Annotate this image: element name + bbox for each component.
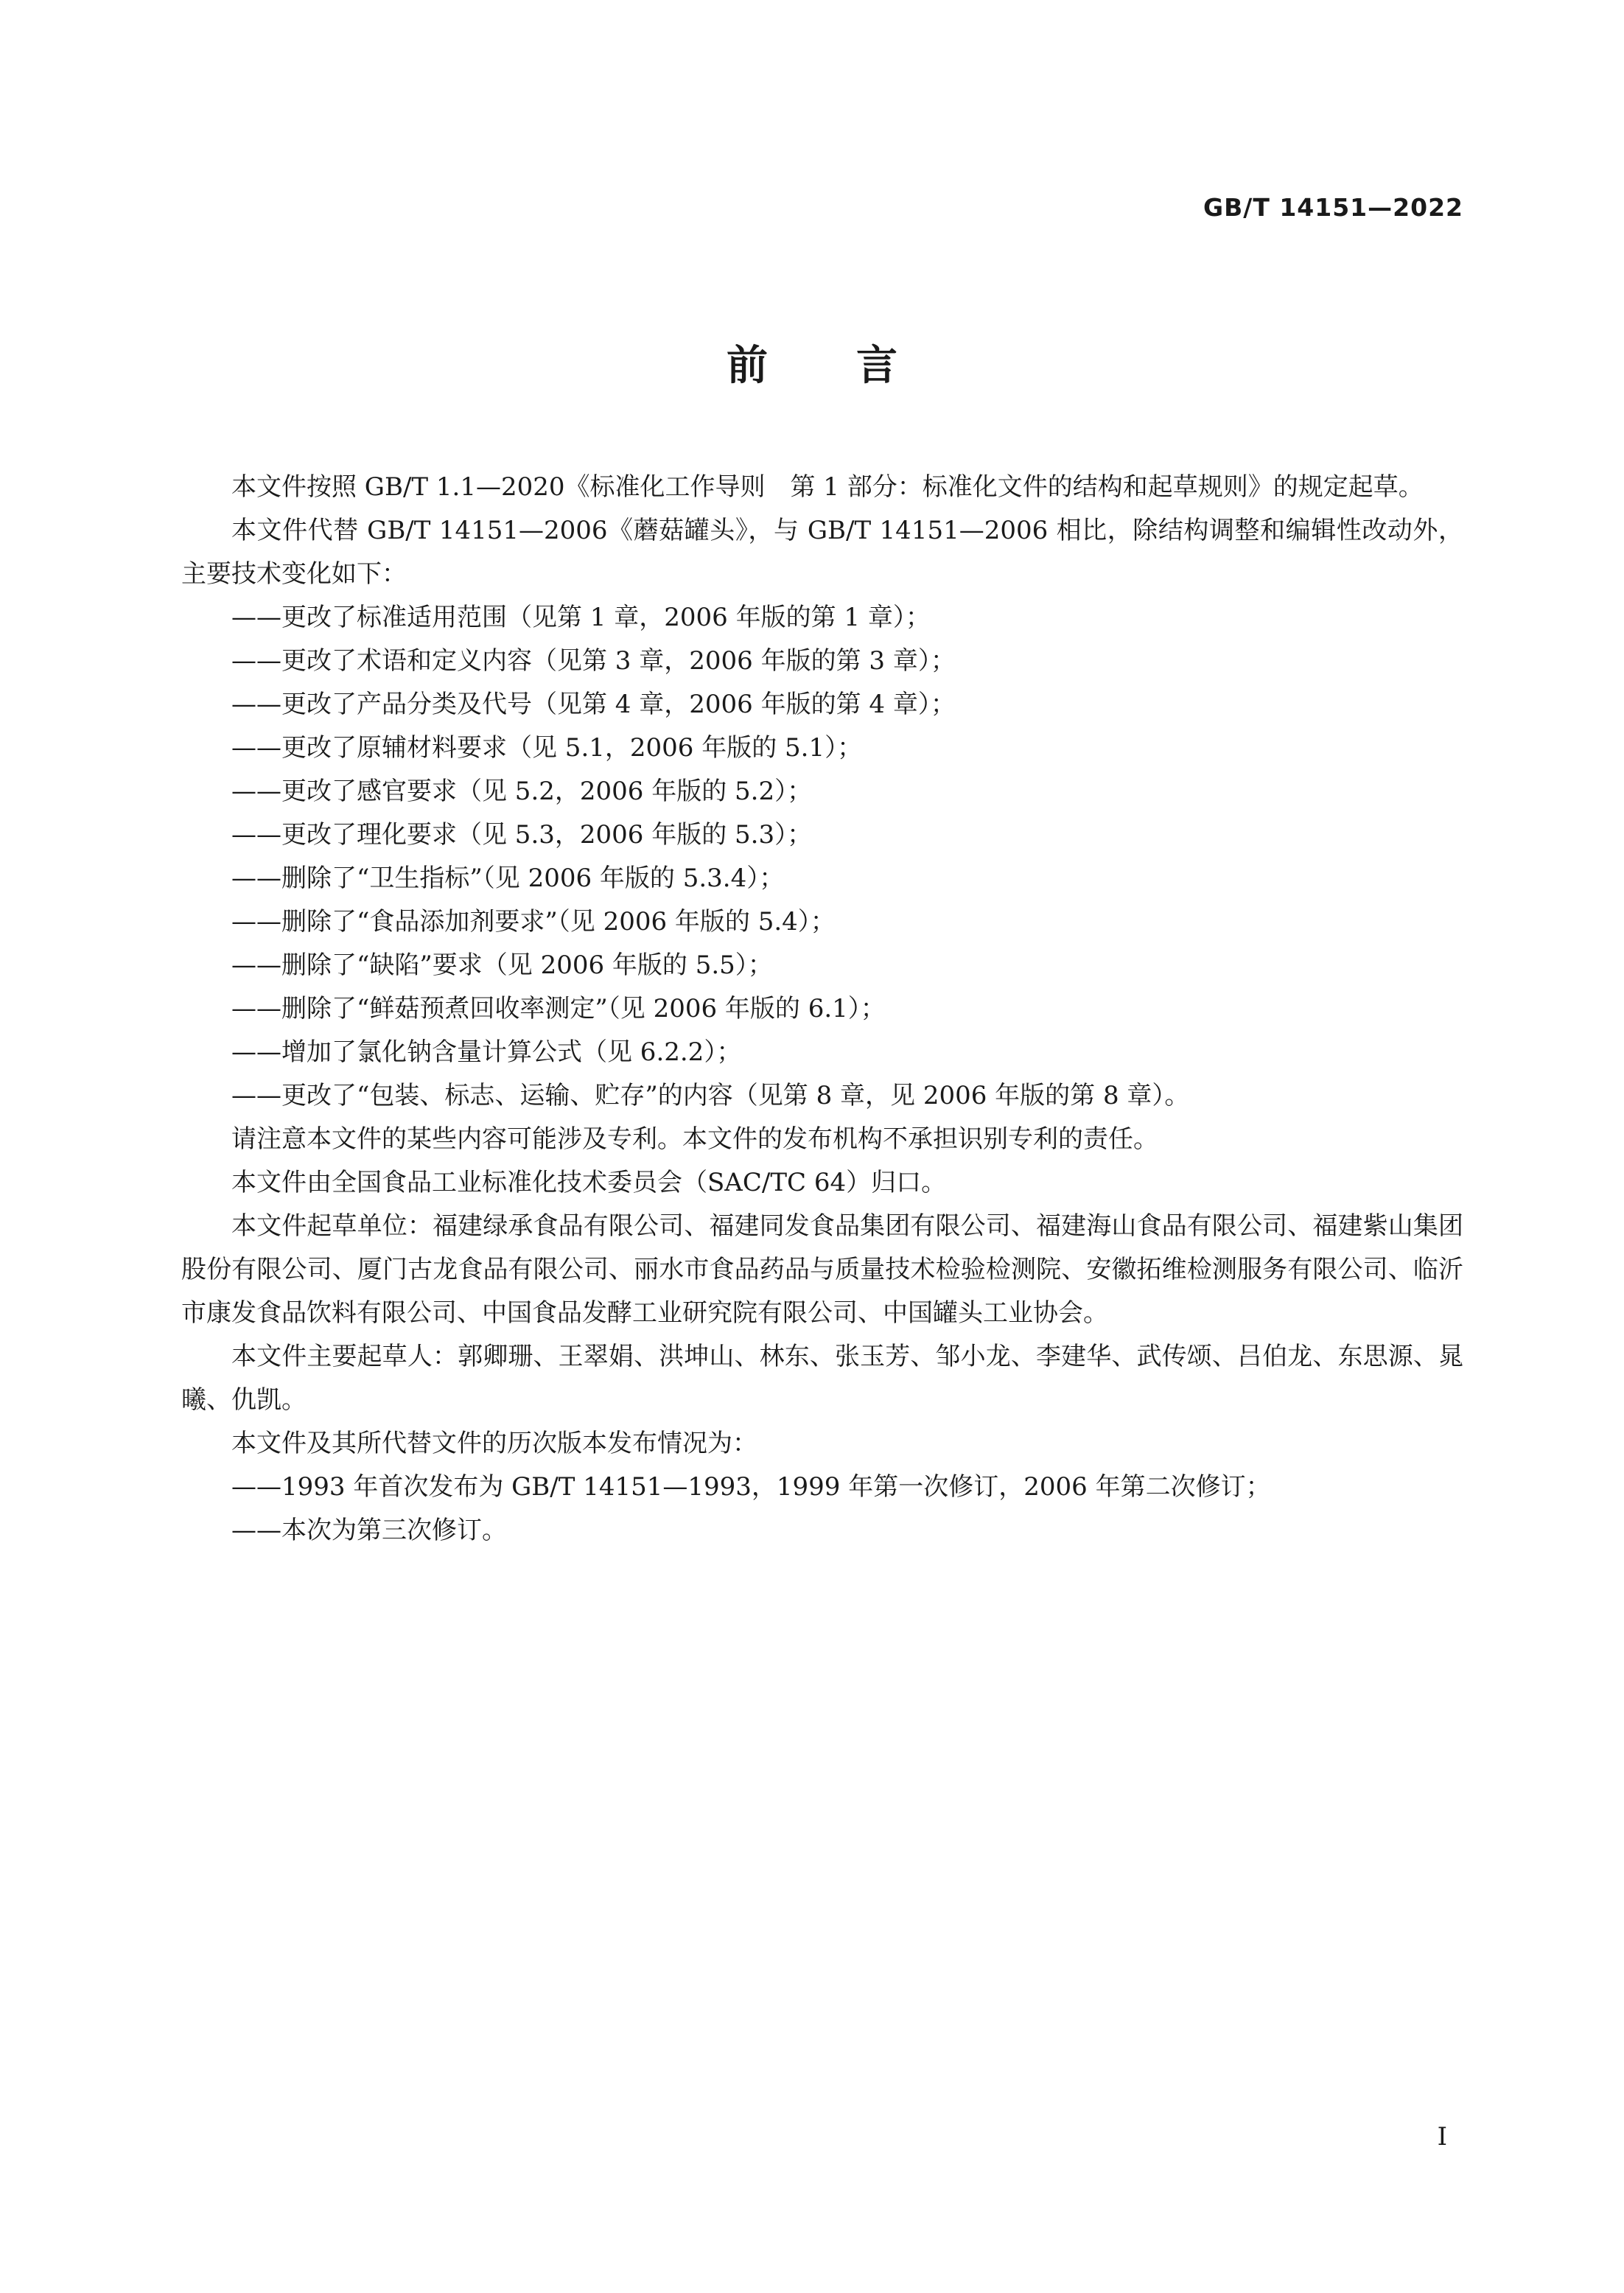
history-item: ——1993 年首次发布为 GB/T 14151—1993，1999 年第一次修订，2006 年第二次修订； [231,1472,1271,1502]
change-item: ——更改了标准适用范围（见第 1 章，2006 年版的第 1 章）； [231,603,931,632]
change-item: ——更改了理化要求（见 5.3，2006 年版的 5.3）； [231,820,813,850]
change-item: ——更改了感官要求（见 5.2，2006 年版的 5.2）； [231,777,813,806]
standard-code: GB/T 14151—2022 [1203,193,1463,222]
change-item: ——更改了“包装、标志、运输、贮存”的内容（见第 8 章，见 2006 年版的第 8 章）。 [231,1081,1190,1110]
change-item: ——删除了“鲜菇预煮回收率测定”（见 2006 年版的 6.1）； [231,994,886,1023]
foreword-body [181,466,1463,1552]
history-item: ——本次为第三次修订。 [231,1516,507,1545]
change-item: ——删除了“食品添加剂要求”（见 2006 年版的 5.4）； [231,907,836,937]
paragraph-version-history: 本文件及其所代替文件的历次版本发布情况为： [231,1429,757,1458]
change-item: ——更改了原辅材料要求（见 5.1，2006 年版的 5.1）； [231,733,863,763]
paragraph-drafters: 本文件主要起草人：郭卿珊、王翠娟、洪坤山、林东、张玉芳、邹小龙、李建华、武传颂、吕伯龙、东思源、晁曦、仇凯。 [181,1342,1463,1415]
paragraph-drafting-rules: 本文件按照 GB/T 1.1—2020《标准化工作导则 第 1 部分：标准化文件的结构和起草规则》的规定起草。 [231,472,1424,502]
change-item: ——更改了术语和定义内容（见第 3 章，2006 年版的第 3 章）； [231,646,956,676]
paragraph-drafting-units: 本文件起草单位：福建绿承食品有限公司、福建同发食品集团有限公司、福建海山食品有限公司、福建紫山集团股份有限公司、厦门古龙食品有限公司、丽水市食品药品与质量技术检验检测院、安徽拓维检测服务有限公司、临沂市康发食品饮料有限公司、中国食品发酵工业研究院有限公司、中国罐头工业协会。 [181,1211,1463,1328]
change-item: ——增加了氯化钠含量计算公式（见 6.2.2）； [231,1037,742,1067]
change-item: ——删除了“卫生指标”（见 2006 年版的 5.3.4）； [231,864,785,893]
paragraph-replacement: 本文件代替 GB/T 14151—2006《蘑菇罐头》，与 GB/T 14151—2006 相比，除结构调整和编辑性改动外，主要技术变化如下： [181,516,1463,589]
paragraph-committee: 本文件由全国食品工业标准化技术委员会（SAC/TC 64）归口。 [231,1168,947,1197]
page-number: I [1437,2122,1447,2152]
page-title: 前言 [727,342,986,390]
change-item: ——删除了“缺陷”要求（见 2006 年版的 5.5）； [231,951,773,980]
paragraph-patent-notice: 请注意本文件的某些内容可能涉及专利。本文件的发布机构不承担识别专利的责任。 [231,1124,1158,1154]
change-item: ——更改了产品分类及代号（见第 4 章，2006 年版的第 4 章）； [231,690,956,719]
